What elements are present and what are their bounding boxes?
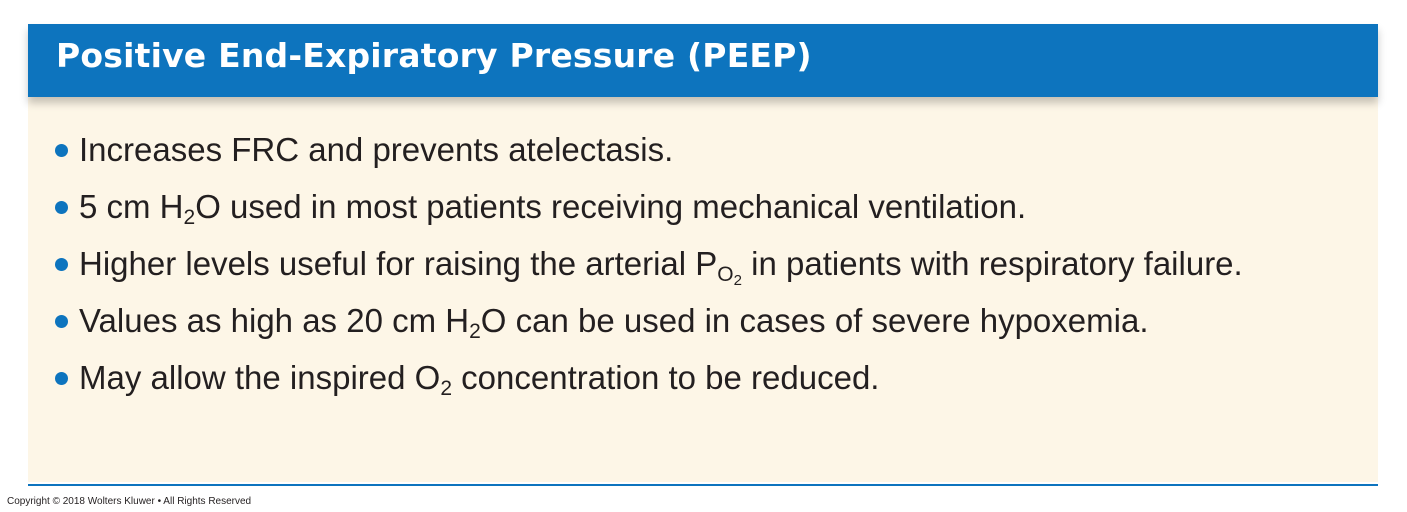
bullet-icon [55, 372, 68, 385]
list-item-text-post: in patients with respiratory failure. [741, 245, 1243, 282]
bullet-icon [55, 315, 68, 328]
subscript-text: O [717, 263, 734, 286]
bullet-icon [55, 258, 68, 271]
list-item-text: Increases FRC and prevents atelectasis. [79, 131, 674, 168]
list-item-text-post: O can be used in cases of severe hypoxemia. [480, 302, 1149, 339]
list-item-text-pre: Values as high as 20 cm H [79, 302, 470, 339]
list-item-text-post: O used in most patients receiving mechanical ventilation. [195, 188, 1027, 225]
page-title: Positive End-Expiratory Pressure (PEEP) [56, 36, 812, 75]
bullet-icon [55, 201, 68, 214]
list-item-text-pre: 5 cm H [79, 188, 184, 225]
subscript [717, 263, 742, 289]
list-item [50, 299, 1370, 343]
list-item [50, 185, 1370, 229]
copyright-notice: Copyright © 2018 Wolters Kluwer • All Rights Reserved [7, 496, 252, 507]
list-item [50, 128, 1370, 172]
subscript: 2 [183, 206, 196, 229]
list-item-text-pre: May allow the inspired O [79, 359, 441, 396]
list-item [50, 356, 1370, 400]
list-item-text-post: concentration to be reduced. [452, 359, 880, 396]
sub-subscript: 2 [733, 272, 742, 289]
title-banner [28, 24, 1378, 97]
bullet-icon [55, 144, 68, 157]
bottom-divider [28, 484, 1378, 486]
bullet-list [50, 128, 1370, 413]
subscript: 2 [469, 320, 481, 343]
subscript: 2 [440, 377, 453, 400]
list-item-text-pre: Higher levels useful for raising the arterial P [79, 245, 718, 282]
list-item [50, 242, 1370, 289]
